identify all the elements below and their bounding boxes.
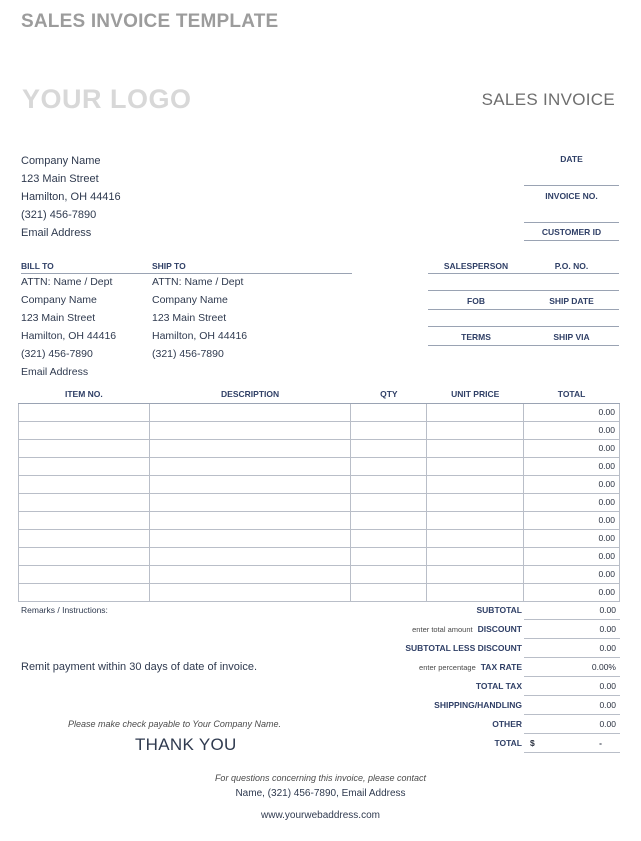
ship-to-phone: (321) 456-7890 xyxy=(152,348,224,360)
bill-to-address xyxy=(21,273,116,381)
cell-description[interactable] xyxy=(149,439,351,457)
cell-unit-price[interactable] xyxy=(427,511,524,529)
ship-date-label: SHIP DATE xyxy=(549,296,594,306)
cell-item-no[interactable] xyxy=(19,421,150,439)
cell-description[interactable] xyxy=(149,457,351,475)
total-currency: $ xyxy=(530,738,535,748)
ship-to-company: Company Name xyxy=(152,294,228,306)
cell-description[interactable] xyxy=(149,565,351,583)
bill-to-company: Company Name xyxy=(21,294,97,306)
discount-label-group xyxy=(412,624,522,634)
remit-text: Remit payment within 30 days of date of invoice. xyxy=(21,661,258,673)
customer-id-label: CUSTOMER ID xyxy=(541,227,602,237)
table-row xyxy=(19,511,620,529)
cell-description[interactable] xyxy=(149,511,351,529)
payable-note: Please make check payable to Your Company Name. xyxy=(68,719,281,729)
cell-qty[interactable] xyxy=(351,403,427,421)
document-title: SALES INVOICE xyxy=(481,90,615,109)
ship-to-label: SHIP TO xyxy=(152,261,186,271)
table-row xyxy=(19,475,620,493)
total-value: - xyxy=(599,738,602,748)
page-title: SALES INVOICE TEMPLATE xyxy=(21,11,279,32)
cell-unit-price[interactable] xyxy=(427,529,524,547)
cell-qty[interactable] xyxy=(351,421,427,439)
cell-unit-price[interactable] xyxy=(427,439,524,457)
thank-you: THANK YOU xyxy=(135,735,237,754)
total-value-cell[interactable] xyxy=(524,734,620,753)
cell-description[interactable] xyxy=(149,547,351,565)
table-row xyxy=(19,583,620,601)
items-body xyxy=(19,403,620,601)
po-no-label: P.O. NO. xyxy=(554,261,589,271)
fob-label: FOB xyxy=(467,296,485,306)
ship-to-attn: ATTN: Name / Dept xyxy=(152,276,244,288)
cell-qty[interactable] xyxy=(351,493,427,511)
discount-label: DISCOUNT xyxy=(477,624,522,634)
total-tax-label: TOTAL TAX xyxy=(475,681,522,691)
tax-rate-row xyxy=(380,658,620,677)
header-unit-price: UNIT PRICE xyxy=(427,385,524,403)
cell-qty[interactable] xyxy=(351,547,427,565)
cell-item-no[interactable] xyxy=(19,493,150,511)
company-phone: (321) 456-7890 xyxy=(21,209,97,221)
cell-item-no[interactable] xyxy=(19,565,150,583)
salesperson-label: SALESPERSON xyxy=(443,261,509,271)
cell-description[interactable] xyxy=(149,493,351,511)
total-row xyxy=(380,734,620,753)
cell-total[interactable]: 0.00 xyxy=(524,493,620,511)
cell-unit-price[interactable] xyxy=(427,421,524,439)
terms-label: TERMS xyxy=(461,332,491,342)
table-row xyxy=(19,565,620,583)
po-no-input[interactable] xyxy=(524,273,619,291)
date-label: DATE xyxy=(560,154,583,164)
cell-item-no[interactable] xyxy=(19,547,150,565)
discount-prefix: enter total amount xyxy=(412,625,473,634)
table-row xyxy=(19,529,620,547)
cell-item-no[interactable] xyxy=(19,511,150,529)
bill-to-label: BILL TO xyxy=(21,261,54,271)
cell-total[interactable]: 0.00 xyxy=(524,475,620,493)
ship-date-input[interactable] xyxy=(524,309,619,327)
bill-to-city: Hamilton, OH 44416 xyxy=(21,330,117,342)
cell-qty[interactable] xyxy=(351,439,427,457)
footer-web[interactable]: www.yourwebaddress.com xyxy=(261,810,380,821)
date-input[interactable] xyxy=(524,168,619,186)
cell-unit-price[interactable] xyxy=(427,475,524,493)
shipping-row xyxy=(380,696,620,715)
table-row xyxy=(19,457,620,475)
cell-total[interactable]: 0.00 xyxy=(524,403,620,421)
other-row xyxy=(380,715,620,734)
ship-to-street: 123 Main Street xyxy=(152,312,227,324)
tax-rate-label: TAX RATE xyxy=(480,662,522,672)
header-total: TOTAL xyxy=(524,385,620,403)
cell-qty[interactable] xyxy=(351,511,427,529)
cell-unit-price[interactable] xyxy=(427,493,524,511)
cell-unit-price[interactable] xyxy=(427,403,524,421)
company-city: Hamilton, OH 44416 xyxy=(21,191,121,203)
shipping-label: SHIPPING/HANDLING xyxy=(434,700,522,710)
subtotal-label: SUBTOTAL xyxy=(476,605,522,615)
cell-qty[interactable] xyxy=(351,565,427,583)
fob-input[interactable] xyxy=(428,309,524,327)
bill-to-phone: (321) 456-7890 xyxy=(21,348,93,360)
ship-to-address xyxy=(152,273,247,363)
total-label: TOTAL xyxy=(494,738,522,748)
subtotal-value[interactable]: 0.00 xyxy=(524,601,620,620)
terms-header-rule xyxy=(428,345,619,346)
cell-total[interactable]: 0.00 xyxy=(524,547,620,565)
other-label: OTHER xyxy=(492,719,522,729)
cell-unit-price[interactable] xyxy=(427,565,524,583)
cell-item-no[interactable] xyxy=(19,439,150,457)
invoice-no-label: INVOICE NO. xyxy=(545,191,598,201)
items-table xyxy=(18,385,620,602)
bill-to-street: 123 Main Street xyxy=(21,312,96,324)
subtotal-less-discount-value[interactable]: 0.00 xyxy=(524,639,620,658)
invoice-no-field xyxy=(524,191,619,201)
cell-description[interactable] xyxy=(149,475,351,493)
cell-unit-price[interactable] xyxy=(427,547,524,565)
cell-item-no[interactable] xyxy=(19,583,150,601)
invoice-no-input[interactable] xyxy=(524,205,619,223)
cell-unit-price[interactable] xyxy=(427,583,524,601)
date-field xyxy=(524,154,619,164)
cell-description[interactable] xyxy=(149,529,351,547)
header-item-no: ITEM NO. xyxy=(19,385,150,403)
company-name: Company Name xyxy=(21,155,101,167)
subtotal-less-discount-label: SUBTOTAL LESS DISCOUNT xyxy=(405,643,522,653)
table-row xyxy=(19,421,620,439)
remarks-label: Remarks / Instructions: xyxy=(21,605,108,615)
bill-to-email: Email Address xyxy=(21,366,89,378)
cell-item-no[interactable] xyxy=(19,475,150,493)
cell-description[interactable] xyxy=(149,403,351,421)
cell-item-no[interactable] xyxy=(19,403,150,421)
footer-questions: For questions concerning this invoice, please contact xyxy=(214,773,427,783)
table-row xyxy=(19,547,620,565)
bill-to-attn: ATTN: Name / Dept xyxy=(21,276,113,288)
logo-placeholder: YOUR LOGO xyxy=(22,84,192,114)
discount-row xyxy=(380,620,620,639)
cell-item-no[interactable] xyxy=(19,529,150,547)
total-tax-row xyxy=(380,677,620,696)
header-qty: QTY xyxy=(351,385,427,403)
subtotal-less-discount-row xyxy=(380,639,620,658)
salesperson-input[interactable] xyxy=(428,273,524,291)
cell-total[interactable]: 0.00 xyxy=(524,583,620,601)
cell-item-no[interactable] xyxy=(19,457,150,475)
cell-description[interactable] xyxy=(149,421,351,439)
discount-value[interactable]: 0.00 xyxy=(524,620,620,639)
company-email: Email Address xyxy=(21,227,92,239)
table-row xyxy=(19,493,620,511)
cell-qty[interactable] xyxy=(351,475,427,493)
cell-total[interactable]: 0.00 xyxy=(524,439,620,457)
header-description: DESCRIPTION xyxy=(149,385,351,403)
tax-rate-label-group xyxy=(419,662,522,672)
cell-total[interactable]: 0.00 xyxy=(524,421,620,439)
customer-id-field xyxy=(524,227,619,237)
cell-total[interactable]: 0.00 xyxy=(524,511,620,529)
cell-description[interactable] xyxy=(149,583,351,601)
shipping-value[interactable]: 0.00 xyxy=(524,696,620,715)
cell-total[interactable]: 0.00 xyxy=(524,457,620,475)
items-header-row xyxy=(19,385,620,403)
cell-qty[interactable] xyxy=(351,583,427,601)
table-row xyxy=(19,403,620,421)
company-street: 123 Main Street xyxy=(21,173,99,185)
customer-id-input[interactable] xyxy=(524,240,619,241)
total-tax-value[interactable]: 0.00 xyxy=(524,677,620,696)
ship-to-city: Hamilton, OH 44416 xyxy=(152,330,248,342)
other-value[interactable]: 0.00 xyxy=(524,715,620,734)
company-info xyxy=(21,152,121,242)
tax-rate-prefix: enter percentage xyxy=(419,663,476,672)
cell-total[interactable]: 0.00 xyxy=(524,529,620,547)
table-row xyxy=(19,439,620,457)
tax-rate-value[interactable]: 0.00% xyxy=(524,658,620,677)
cell-unit-price[interactable] xyxy=(427,457,524,475)
subtotal-row xyxy=(380,601,620,620)
cell-qty[interactable] xyxy=(351,529,427,547)
footer-contact: Name, (321) 456-7890, Email Address xyxy=(235,788,406,799)
cell-total[interactable]: 0.00 xyxy=(524,565,620,583)
ship-via-label: SHIP VIA xyxy=(553,332,590,342)
cell-qty[interactable] xyxy=(351,457,427,475)
